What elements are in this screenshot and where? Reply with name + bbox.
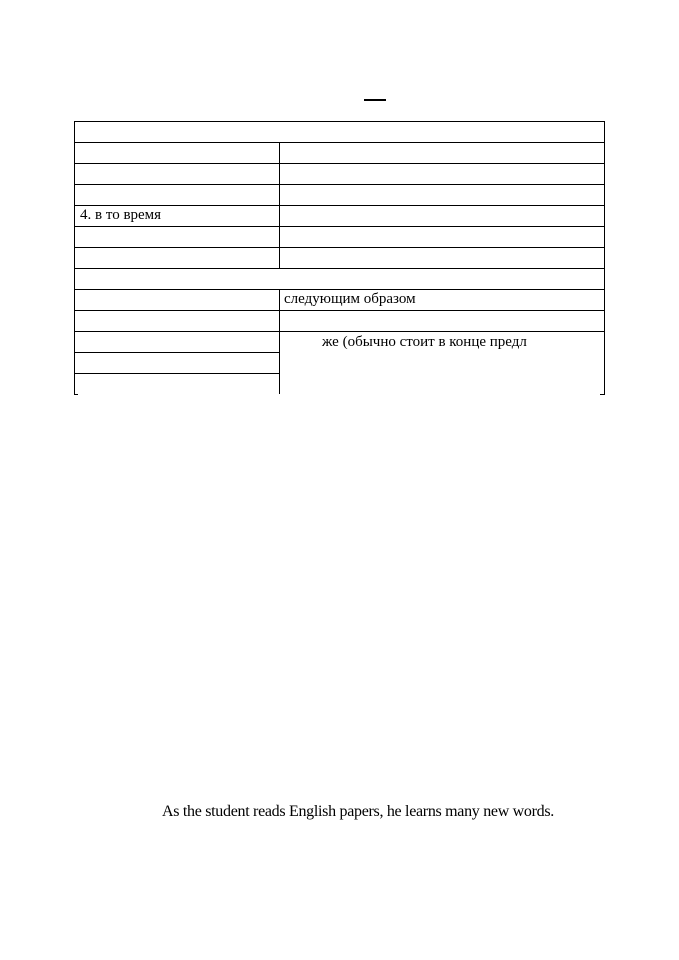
right-cell-as-follows: следующим образом — [284, 291, 416, 307]
header-dash — [364, 99, 386, 101]
left-cell-in-that-time: 4. в то время — [80, 207, 162, 223]
right-cell-particle-note: же (обычно стоит в конце предл — [322, 334, 527, 350]
vocabulary-table — [74, 121, 605, 394]
example-sentence: As the student reads English papers, he learns many new words. — [162, 803, 554, 820]
